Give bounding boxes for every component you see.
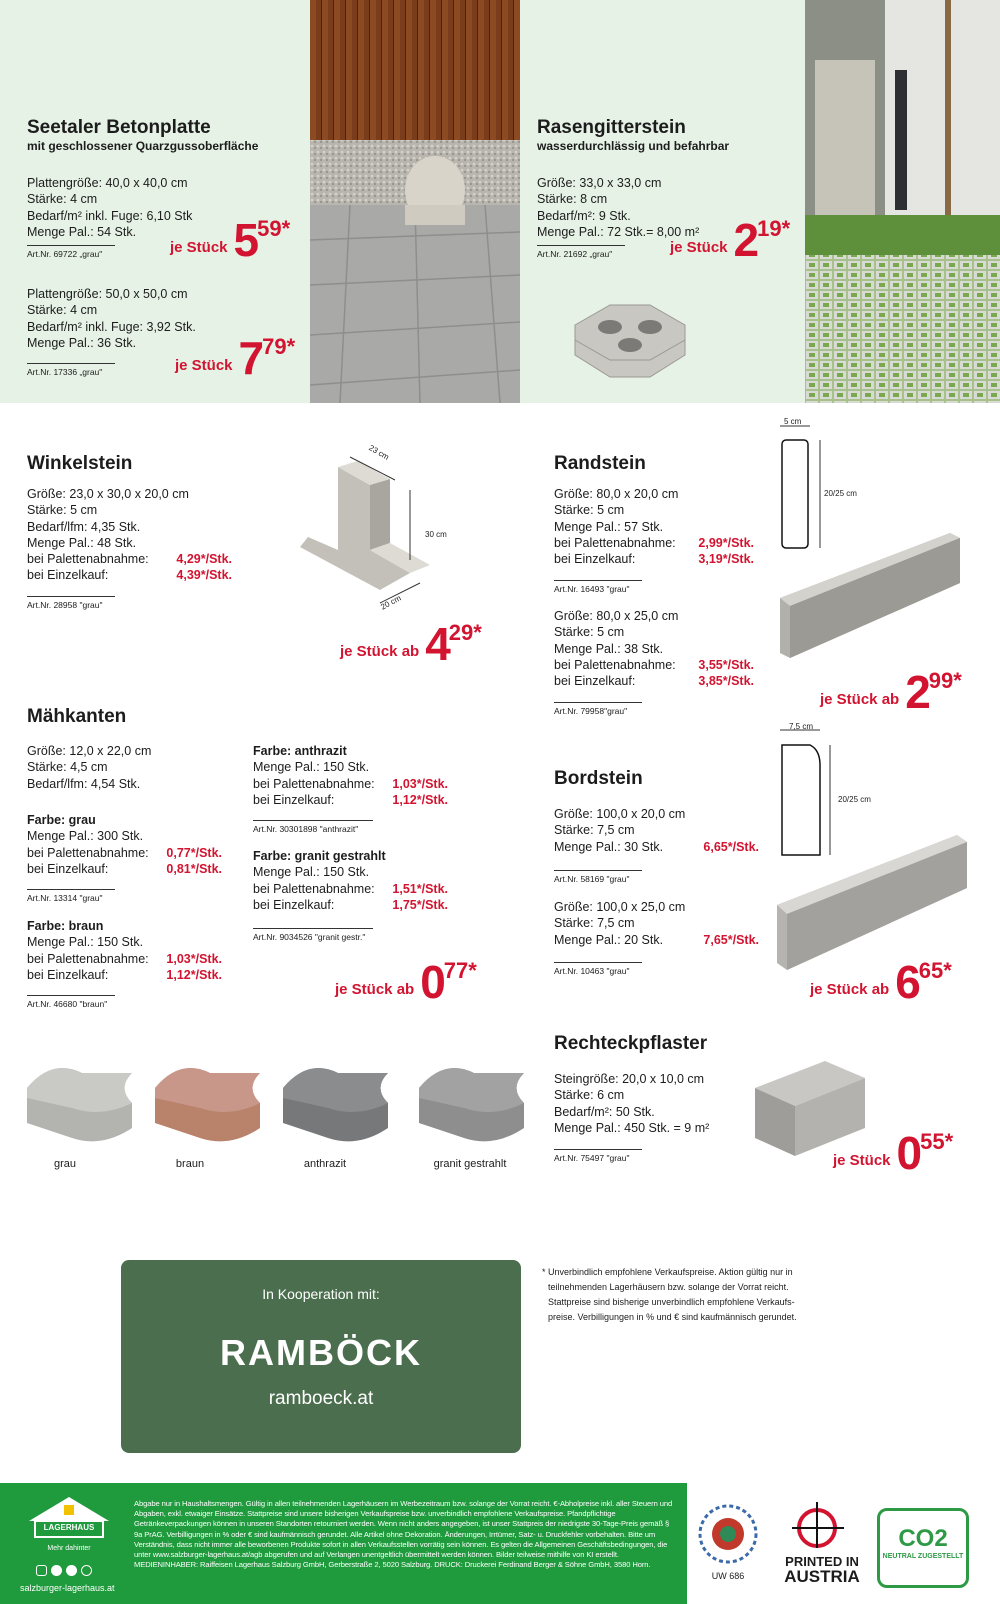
maehkanten-anthrazit [253, 743, 448, 808]
maehkanten-grau [27, 812, 222, 877]
spec-line: Stärke: 8 cm [537, 192, 608, 207]
spec-line: Stärke: 5 cm [554, 503, 625, 518]
pal-label: bei Palettenabnahme: [253, 776, 375, 791]
spec-line: Bedarf/m²: 50 Stk. [554, 1104, 655, 1119]
spec-line: Größe: 100,0 x 20,0 cm [554, 807, 686, 821]
color-head: Farbe: granit gestrahlt [253, 849, 386, 863]
co2-label: CO2 [898, 1525, 948, 1552]
rasengitter-photo [805, 0, 1000, 403]
pal-label: bei Palettenabnahme: [253, 881, 375, 896]
price-cents: 65* [918, 958, 952, 983]
seetaler-v2-specs [27, 286, 196, 351]
spec-line: Stärke: 6 cm [554, 1088, 625, 1103]
price-label: je Stück ab [335, 981, 415, 998]
spec-line: Menge Pal.: 48 Stk. [27, 535, 137, 550]
spec-line: Stärke: 5 cm [27, 503, 98, 518]
spec-line: Menge Pal.: 57 Stk. [554, 519, 664, 534]
einzel-label: bei Einzelkauf: [27, 967, 109, 982]
winkelstein-dim-2: 30 cm [425, 530, 447, 539]
spec-line: Bedarf/lfm: 4,35 Stk. [27, 519, 141, 534]
pal-price: 1,03*/Stk. [392, 776, 448, 791]
uw-number: UW 686 [711, 1571, 745, 1581]
einzel-label: bei Einzelkauf: [27, 568, 109, 583]
disclaimer-line: * Unverbindlich empfohlene Verkaufspreise. Aktion gültig nur in [542, 1267, 793, 1277]
spec-line: Stärke: 4,5 cm [27, 760, 108, 775]
maehkanten-braun [27, 918, 222, 983]
rechteck-specs [554, 1071, 709, 1136]
swatch-label-anthrazit: anthrazit [303, 1158, 347, 1170]
pal-price: 4,29*/Stk. [176, 552, 232, 567]
einzel-price: 1,75*/Stk. [392, 897, 448, 912]
social-icons [36, 1565, 92, 1576]
footer-legal: Abgabe nur in Haushaltsmengen. Gültig in allen teilnehmenden Lagerhäusern im Werbezeitraum bzw. solange der Vorrat reicht. €-Abholpreise inkl. aller Steuern und Abgaben, exkl. etwaiger Einsätze. Stattpreise sind unsere bisherigen Verkaufspreise bzw. unverbindlich empfohlene Verkaufspreise. Pfandpflichtige Getränkeverpackungen können in unseren Standorten retourniert werden. Wenn nicht anders angegeben, ist unser Stattpreis der niedrigste 30-Tage-Preis gemäß § 9a PrAG. Verbilligungen in % oder € sind kaufmännisch gerundet. Alle Artikel ohne Dekoration. Änderungen, Irrtümer, Satz- u. Druckfehler vorbehalten. Bitte um Verständnis, dass nicht immer alle beworbenen Produkte sofort in allen Verkaufsstellen vorrätig sein können. Es gelten die Allgemeinen Geschäftsbedingungen, die unter www.salzburger-lagerhaus.at/agb abgerufen und auf Verlangen unentgeltlich übermittelt werden können. Bilder teilweise mithilfe von KI erstellt. MEDIENINHABER: Raiffeisen Lagerhaus Salzburg GmbH, Gerberstraße 2, 5020 Salzburg. DRUCK: Druckerei Ferdinand Berger & Söhne GmbH, 3580 Horn. [134, 1499, 673, 1570]
einzel-label: bei Einzelkauf: [554, 674, 636, 689]
pal-label: bei Palettenabnahme: [554, 657, 676, 672]
printed-in-austria-badge [772, 1500, 872, 1590]
menge-label: Menge Pal.: 20 Stk. [554, 932, 664, 947]
spec-line: Größe: 12,0 x 22,0 cm [27, 744, 152, 758]
price-cents: 99* [928, 668, 962, 693]
price-euros: 4 [425, 618, 449, 670]
footer [0, 1483, 687, 1604]
spec-line: Menge Pal.: 450 Stk. = 9 m² [554, 1120, 710, 1135]
winkelstein-dim-3: 20 cm [379, 593, 403, 612]
color-head: Farbe: braun [27, 919, 104, 933]
swatch-label-braun: braun [175, 1158, 205, 1170]
whatsapp-icon[interactable] [81, 1565, 92, 1576]
bordstein-title: Bordstein [554, 768, 643, 789]
price-euros: 2 [905, 666, 929, 718]
randstein-v2-specs [554, 608, 754, 689]
price-euros: 5 [233, 214, 258, 266]
maehkanten-specs [27, 743, 151, 792]
unit-price: 7,65*/Stk. [703, 932, 759, 947]
spec-line: Menge Pal.: 150 Stk. [253, 760, 370, 775]
logo-text: LAGERHAUS [43, 1523, 95, 1532]
spec-line: Bedarf/lfm: 4,54 Stk. [27, 776, 141, 791]
bordstein-v2-art: Art.Nr. 10463 "grau" [554, 962, 642, 976]
spec-line: Plattengröße: 40,0 x 40,0 cm [27, 176, 188, 190]
seetaler-photo [310, 0, 520, 403]
seetaler-v2-art: Art.Nr. 17336 „grau" [27, 363, 115, 377]
einzel-label: bei Einzelkauf: [253, 792, 335, 807]
winkelstein-specs [27, 486, 232, 584]
tagline: Mehr dahinter [47, 1545, 91, 1552]
randstein-dim-w: 5 cm [784, 417, 802, 426]
price-cents: 55* [920, 1129, 954, 1154]
rasengitter-title: Rasengitterstein [537, 117, 686, 138]
seetaler-title: Seetaler Betonplatte [27, 117, 211, 138]
price-cents: 19* [757, 216, 791, 241]
bordstein-dim-w: 7,5 cm [789, 722, 814, 731]
ramboeck-url[interactable]: ramboeck.at [268, 1388, 374, 1409]
spec-line: Menge Pal.: 38 Stk. [554, 641, 664, 656]
unit-price: 6,65*/Stk. [703, 839, 759, 854]
price-label: je Stück [833, 1152, 891, 1169]
spec-line: Menge Pal.: 150 Stk. [27, 935, 144, 950]
einzel-price: 1,12*/Stk. [392, 792, 448, 807]
pal-label: bei Palettenabnahme: [554, 535, 676, 550]
randstein-v1-specs [554, 486, 754, 567]
randstein-v1-art: Art.Nr. 16493 "grau" [554, 580, 642, 594]
facebook-icon[interactable] [51, 1565, 62, 1576]
color-head: Farbe: grau [27, 813, 96, 827]
swatch-label-grau: grau [53, 1158, 77, 1170]
randstein-title: Randstein [554, 453, 646, 474]
coop-label: In Kooperation mit: [262, 1286, 380, 1302]
spec-line: Bedarf/m² inkl. Fuge: 6,10 Stk [27, 208, 193, 223]
spec-line: Stärke: 7,5 cm [554, 916, 635, 931]
pal-price: 2,99*/Stk. [698, 535, 754, 550]
price-label: je Stück [170, 239, 228, 256]
disclaimer-line: Stattpreise sind bisherige unverbindlich empfohlene Verkaufs- [548, 1297, 795, 1307]
ramboeck-logo: RAMBÖCK [220, 1332, 422, 1373]
spec-line: Stärke: 4 cm [27, 303, 98, 318]
bordstein-price [810, 956, 952, 1008]
price-label: je Stück ab [820, 691, 900, 708]
spec-line: Größe: 80,0 x 20,0 cm [554, 487, 679, 501]
einzel-label: bei Einzelkauf: [27, 861, 109, 876]
pal-price: 1,03*/Stk. [166, 951, 222, 966]
spec-line: Menge Pal.: 54 Stk. [27, 224, 137, 239]
pal-price: 0,77*/Stk. [166, 845, 222, 860]
spec-line: Bedarf/m²: 9 Stk. [537, 208, 631, 223]
maehkanten-granit [253, 848, 448, 913]
price-euros: 0 [420, 956, 444, 1008]
seetaler-v2-price [175, 332, 296, 384]
pal-label: bei Palettenabnahme: [27, 552, 149, 567]
printed-line-1: PRINTED IN [785, 1554, 859, 1569]
einzel-price: 3,85*/Stk. [698, 674, 754, 689]
footer-site[interactable]: salzburger-lagerhaus.at [20, 1583, 115, 1593]
einzel-price: 0,81*/Stk. [166, 861, 222, 876]
maehkanten-price [335, 956, 477, 1008]
rasengitter-price [670, 214, 791, 266]
ramboeck-banner[interactable] [121, 1260, 521, 1453]
price-cents: 59* [257, 216, 291, 241]
price-label: je Stück ab [810, 981, 890, 998]
spec-line: Bedarf/m² inkl. Fuge: 3,92 Stk. [27, 319, 196, 334]
rasengitter-subtitle: wasserdurchlässig und befahrbar [537, 139, 730, 153]
spec-line: Menge Pal.: 150 Stk. [253, 865, 370, 880]
price-label: je Stück [175, 357, 233, 374]
price-label: je Stück ab [340, 643, 420, 660]
bordstein-v1-specs [554, 806, 759, 855]
instagram-icon[interactable] [36, 1565, 47, 1576]
spec-line: Stärke: 5 cm [554, 625, 625, 640]
rechteck-art: Art.Nr. 75497 "grau" [554, 1149, 642, 1163]
randstein-price [820, 666, 962, 718]
pal-price: 3,55*/Stk. [698, 657, 754, 672]
printed-line-2: AUSTRIA [784, 1567, 860, 1586]
einzel-label: bei Einzelkauf: [253, 897, 335, 912]
spec-line: Plattengröße: 50,0 x 50,0 cm [27, 287, 188, 301]
einzel-price: 4,39*/Stk. [176, 568, 232, 583]
seetaler-subtitle: mit geschlossener Quarzgussoberfläche [27, 139, 259, 153]
maehkanten-title: Mähkanten [27, 706, 127, 727]
price-label: je Stück [670, 239, 728, 256]
price-euros: 2 [733, 214, 758, 266]
rechteck-price [833, 1127, 954, 1179]
bordstein-v2-specs [554, 899, 759, 948]
maehkanten-anthrazit-art: Art.Nr. 30301898 "anthrazit" [253, 820, 373, 834]
spec-line: Steingröße: 20,0 x 10,0 cm [554, 1072, 705, 1086]
price-cents: 29* [448, 620, 482, 645]
maehkanten-grau-art: Art.Nr. 13314 "grau" [27, 889, 115, 903]
pal-price: 1,51*/Stk. [392, 881, 448, 896]
spec-line: Menge Pal.: 72 Stk.= 8,00 m² [537, 224, 700, 239]
rechteck-title: Rechteckpflaster [554, 1033, 708, 1054]
spec-line: Größe: 80,0 x 25,0 cm [554, 609, 679, 623]
uw-badge [693, 1502, 763, 1587]
spec-line: Größe: 23,0 x 30,0 x 20,0 cm [27, 487, 189, 501]
price-cents: 77* [443, 958, 477, 983]
rasengitter-product-image [565, 285, 695, 385]
disclaimer [542, 1265, 797, 1325]
spec-line: Menge Pal.: 36 Stk. [27, 335, 137, 350]
price-euros: 6 [895, 956, 919, 1008]
color-head: Farbe: anthrazit [253, 744, 347, 758]
co2-badge [877, 1508, 969, 1588]
bordstein-v1-art: Art.Nr. 58169 "grau" [554, 870, 642, 884]
linkedin-icon[interactable] [66, 1565, 77, 1576]
einzel-price: 3,19*/Stk. [698, 552, 754, 567]
price-euros: 7 [238, 332, 263, 384]
randstein-v2-art: Art.Nr. 79958"grau" [554, 702, 642, 716]
einzel-price: 1,12*/Stk. [166, 967, 222, 982]
spec-line: Menge Pal.: 300 Stk. [27, 829, 144, 844]
umweltzeichen-icon [696, 1502, 760, 1566]
spec-line: Größe: 100,0 x 25,0 cm [554, 900, 686, 914]
randstein-dim-h: 20/25 cm [824, 489, 857, 498]
spec-line: Stärke: 7,5 cm [554, 823, 635, 838]
menge-label: Menge Pal.: 30 Stk. [554, 839, 664, 854]
price-euros: 0 [896, 1127, 921, 1179]
price-cents: 79* [262, 334, 296, 359]
pal-label: bei Palettenabnahme: [27, 845, 149, 860]
spec-line: Größe: 33,0 x 33,0 cm [537, 176, 662, 190]
pal-label: bei Palettenabnahme: [27, 951, 149, 966]
co2-sub: NEUTRAL ZUGESTELLT [882, 1553, 964, 1560]
winkelstein-dim-1: 23 cm [367, 443, 391, 462]
lagerhaus-logo[interactable] [25, 1493, 113, 1563]
einzel-label: bei Einzelkauf: [554, 552, 636, 567]
disclaimer-line: teilnehmenden Lagerhäusern bzw. solange der Vorrat reicht. [548, 1282, 789, 1292]
seetaler-v1-art: Art.Nr. 69722 „grau" [27, 245, 115, 259]
seetaler-v1-price [170, 214, 291, 266]
winkelstein-art: Art.Nr. 28958 "grau" [27, 596, 115, 610]
winkelstein-price [340, 618, 482, 670]
winkelstein-title: Winkelstein [27, 453, 133, 474]
rasengitter-art: Art.Nr. 21692 „grau" [537, 245, 625, 259]
spec-line: Stärke: 4 cm [27, 192, 98, 207]
maehkanten-granit-art: Art.Nr. 9034526 "granit gestr." [253, 928, 373, 942]
swatch-label-granit: granit gestrahlt [433, 1158, 507, 1170]
bordstein-dim-h: 20/25 cm [838, 795, 871, 804]
crosshair-icon [792, 1500, 852, 1550]
maehkanten-braun-art: Art.Nr. 46680 "braun" [27, 995, 115, 1009]
disclaimer-line: preise. Verbilligungen in % und € sind kaufmännisch gerundet. [548, 1312, 797, 1322]
